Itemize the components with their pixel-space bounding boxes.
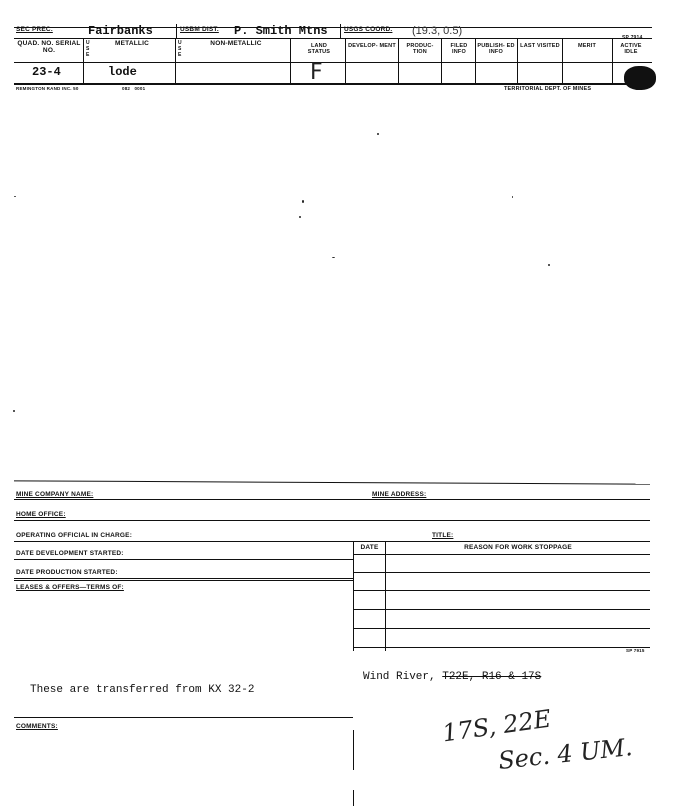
col-quad-no: QUAD. NO. [17,40,54,47]
record-quad-serial: 23-4 [32,65,61,79]
form-number-top: SP 7914 [622,35,643,41]
col-use-prefix-metallic: U S E [86,40,90,58]
col-merit: MERIT [577,43,597,49]
location-name: Wind River, [363,671,436,683]
sec-prec-value: Fairbanks [88,24,153,38]
mine-address-label: MINE ADDRESS: [372,491,427,498]
reason-col-header: REASON FOR WORK STOPPAGE [464,544,572,551]
usgs-coord-label: USGS COORD. [344,26,393,33]
record-metallic: lode [108,65,137,79]
sec-prec-label: SEC PREC. [16,26,53,33]
col-active-idle: ACTIVE IDLE [620,43,642,55]
col-non-metallic: NON-METALLIC [210,40,262,47]
punch-hole-mark [624,66,656,90]
date-development-started-label: DATE DEVELOPMENT STARTED: [16,550,124,557]
department-imprint: TERRITORIAL DEPT. OF MINES [504,86,592,92]
comments-label: COMMENTS: [16,723,58,730]
date-production-started-label: DATE PRODUCTION STARTED: [16,569,118,576]
form-number-bottom: SP 7915 [626,648,645,653]
col-development: DEVELOP- MENT [348,43,396,49]
handwritten-location-line2: Sec. 4 UM. [496,733,634,775]
col-metallic: METALLIC [115,40,149,47]
col-quad-serial [16,41,82,54]
usbm-dist-value: P. Smith Mtns [234,24,328,38]
date-col-header: DATE [360,544,379,551]
record-land-status: F [310,60,323,85]
usgs-coord-value: (19.3, 0.5) [412,25,463,37]
col-production: PRODUC- TION [406,43,434,55]
handwritten-location-line1: 17S, 22E [440,704,553,748]
home-office-label: HOME OFFICE: [16,511,66,518]
leases-offers-label: LEASES & OFFERS—TERMS OF: [16,584,124,591]
title-label: TITLE: [432,532,454,539]
col-filed-info: FILED INFO [450,43,468,55]
printer-codes: 082 0001 [122,86,146,91]
location-typed [363,671,541,683]
usbm-dist-label: USBM DIST. [180,26,219,33]
transferred-note: These are transferred from KX 32-2 [30,684,255,696]
col-serial-no: SERIAL NO. [42,40,81,54]
col-last-visited: LAST VISITED [520,43,560,49]
location-struck: T22E, R16 & 17S [442,671,542,683]
printer-imprint: REMINGTON RAND INC. 50 [16,86,79,91]
mine-company-name-label: MINE COMPANY NAME: [16,491,94,498]
operating-official-label: OPERATING OFFICIAL IN CHARGE: [16,532,133,539]
col-published-info: PUBLISH- ED INFO [477,43,515,55]
col-use-prefix-nonmetallic: U S E [178,40,182,58]
col-land-status: LAND STATUS [307,43,331,55]
